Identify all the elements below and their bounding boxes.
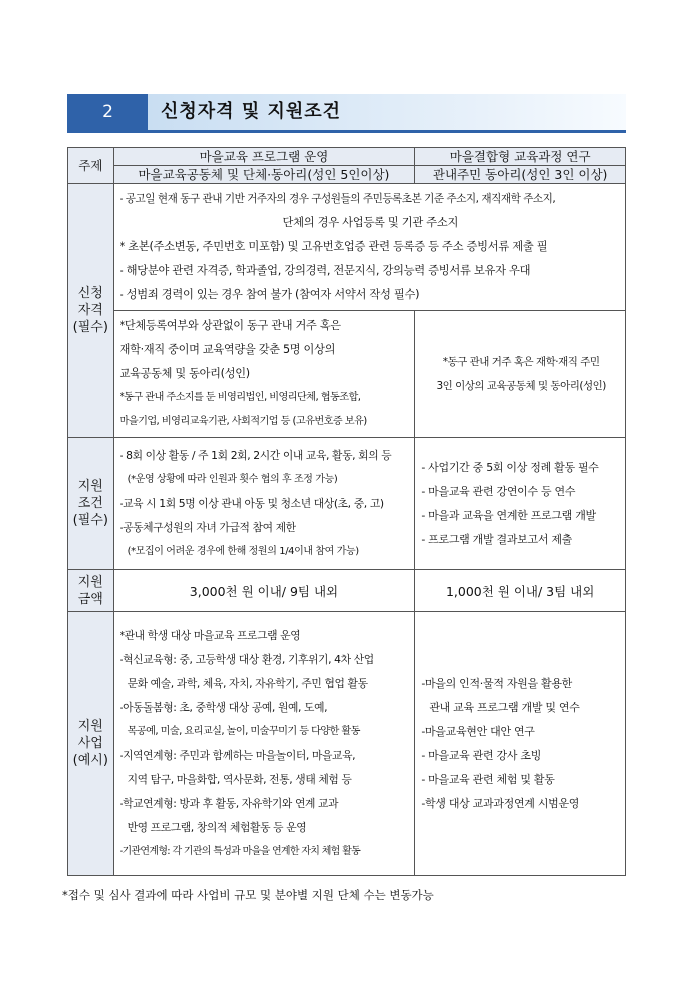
eligibility-label-line2: 자격 — [77, 303, 103, 318]
projects-col1-line: -지역연계형: 주민과 함께하는 마을놀이터, 마을교육, — [119, 748, 356, 762]
eligibility-common-line: - 성범죄 경력이 있는 경우 참여 불가 (참여자 서약서 작성 필수) — [119, 288, 420, 301]
eligibility-col2-line: *동구 관내 거주 혹은 재학·재직 주민 — [442, 356, 600, 368]
projects-col1-line: -학교연계형: 방과 후 활동, 자유학기와 연계 교과 — [119, 796, 339, 810]
projects-col1-line: *관내 학생 대상 마을교육 프로그램 운영 — [119, 628, 301, 642]
conditions-col2-line: - 마을과 교육을 연계한 프로그램 개발 — [421, 508, 596, 522]
row-label-eligibility — [68, 184, 114, 438]
section-title: 신청자격 및 지원조건 — [161, 101, 342, 122]
conditions-label-line2: 조건 — [77, 496, 103, 511]
conditions-label-line3: (필수) — [72, 513, 108, 528]
amount-label-line1: 지원 — [77, 574, 103, 590]
section-number: 2 — [67, 94, 148, 130]
section-header — [67, 94, 626, 132]
eligibility-col1-line: *동구 관내 주소지를 둔 비영리법인, 비영리단체, 협동조합, — [119, 392, 361, 403]
projects-col2-line: - 마을교육 관련 강사 초빙 — [421, 748, 542, 762]
projects-label-line3: (예시) — [72, 753, 108, 768]
eligibility-common-line: - 해당분야 관련 자격증, 학과졸업, 강의경력, 전문지식, 강의능력 증빙서류 보유자 우대 — [119, 264, 531, 277]
conditions-col2-line: - 마을교육 관련 강연이수 등 연수 — [421, 484, 576, 498]
conditions-col1-note: (*모집이 어려운 경우에 한해 정원의 1/4이내 참여 가능) — [127, 545, 359, 557]
projects-col2-line: - 마을교육 관련 체험 및 활동 — [421, 772, 555, 786]
eligibility-col1-line: 마을기업, 비영리교육기관, 사회적기업 등 (고유번호증 보유) — [119, 416, 367, 427]
eligibility-label-line1: 신청 — [77, 286, 103, 301]
eligibility-col1 — [113, 311, 415, 438]
conditions-col1-line: -교육 시 1회 5명 이상 관내 아동 및 청소년 대상(초, 중, 고) — [119, 496, 384, 510]
projects-col1-line: -아동돌봄형: 초, 중학생 대상 공예, 원예, 도예, — [119, 700, 328, 714]
header-subject: 주제 — [68, 148, 114, 184]
projects-col1 — [113, 612, 415, 876]
eligibility-col1-line: 재학·재직 중이며 교육역량을 갖춘 5명 이상의 — [119, 343, 336, 356]
amount-col2: 1,000천 원 이내/ 3팀 내외 — [415, 570, 626, 612]
footnote: *접수 및 심사 결과에 따라 사업비 규모 및 분야별 지원 단체 수는 변동가능 — [62, 888, 434, 902]
row-label-conditions — [68, 438, 114, 570]
projects-col2-line: -마을의 인적·물적 자원을 활용한 — [421, 676, 573, 690]
conditions-col1-note: (*운영 상황에 따라 인원과 횟수 협의 후 조정 가능) — [127, 473, 338, 485]
projects-col1-line: 문화 예술, 과학, 체육, 자치, 자유학기, 주민 협업 활동 — [127, 676, 368, 690]
eligibility-label-line3: (필수) — [72, 320, 108, 335]
projects-col2 — [415, 612, 626, 876]
amount-label-line2: 금액 — [77, 591, 103, 607]
amount-col1: 3,000천 원 이내/ 9팀 내외 — [113, 570, 415, 612]
section-underline — [67, 130, 626, 133]
conditions-col2 — [415, 438, 626, 570]
projects-col1-line: 목공예, 미술, 요리교실, 놀이, 미술꾸미기 등 다양한 활동 — [127, 725, 360, 737]
support-conditions-table — [67, 147, 626, 876]
projects-col1-line: -혁신교육형: 중, 고등학생 대상 환경, 기후위기, 4차 산업 — [119, 652, 374, 666]
eligibility-col1-line: *단체등록여부와 상관없이 동구 관내 거주 혹은 — [119, 319, 341, 332]
eligibility-common-line: * 초본(주소변동, 주민번호 미포함) 및 고유번호업증 관련 등록증 등 주소 증빙서류 제출 필 — [119, 240, 548, 253]
row-label-amount — [68, 570, 114, 612]
header-col2-title: 마을결합형 교육과정 연구 — [415, 148, 626, 166]
projects-label-line2: 사업 — [77, 736, 103, 751]
conditions-col2-line: - 프로그램 개발 결과보고서 제출 — [421, 532, 573, 546]
projects-label-line1: 지원 — [77, 719, 103, 734]
projects-col1-line: 반영 프로그램, 창의적 체험활동 등 운영 — [127, 820, 307, 834]
projects-col1-line: 지역 탐구, 마을화합, 역사문화, 전통, 생태 체험 등 — [127, 772, 352, 786]
row-label-projects — [68, 612, 114, 876]
projects-col2-line: -마을교육현안 대안 연구 — [421, 724, 535, 738]
eligibility-common-line: 단체의 경우 사업등록 및 기관 주소지 — [282, 216, 459, 229]
conditions-col2-line: - 사업기간 중 5회 이상 정례 활동 필수 — [421, 460, 599, 474]
header-col1-sub: 마을교육공동체 및 단체·동아리(성인 5인이상) — [113, 166, 415, 184]
conditions-label-line1: 지원 — [77, 479, 103, 494]
projects-col1-line: -기관연계형: 각 기관의 특성과 마을을 연계한 자치 체험 활동 — [119, 845, 361, 857]
projects-col2-line: -학생 대상 교과과정연계 시범운영 — [421, 796, 580, 810]
conditions-col1-line: -공동체구성원의 자녀 가급적 참여 제한 — [119, 520, 296, 534]
eligibility-col2-line: 3인 이상의 교육공동체 및 동아리(성인) — [436, 380, 606, 392]
eligibility-common — [113, 184, 625, 311]
eligibility-col2 — [415, 311, 626, 438]
projects-col2-line: 관내 교육 프로그램 개발 및 연수 — [429, 700, 580, 714]
conditions-col1 — [113, 438, 415, 570]
header-col1-title: 마을교육 프로그램 운영 — [113, 148, 415, 166]
conditions-col1-line: - 8회 이상 활동 / 주 1회 2회, 2시간 이내 교육, 활동, 회의 등 — [119, 448, 392, 462]
eligibility-common-line: - 공고일 현재 동구 관내 기반 거주자의 경우 구성원들의 주민등록초본 기준 주소지, 재직재학 주소지, — [119, 193, 556, 205]
eligibility-col1-line: 교육공동체 및 동아리(성인) — [119, 367, 250, 380]
header-col2-sub: 관내주민 동아리(성인 3인 이상) — [415, 166, 626, 184]
